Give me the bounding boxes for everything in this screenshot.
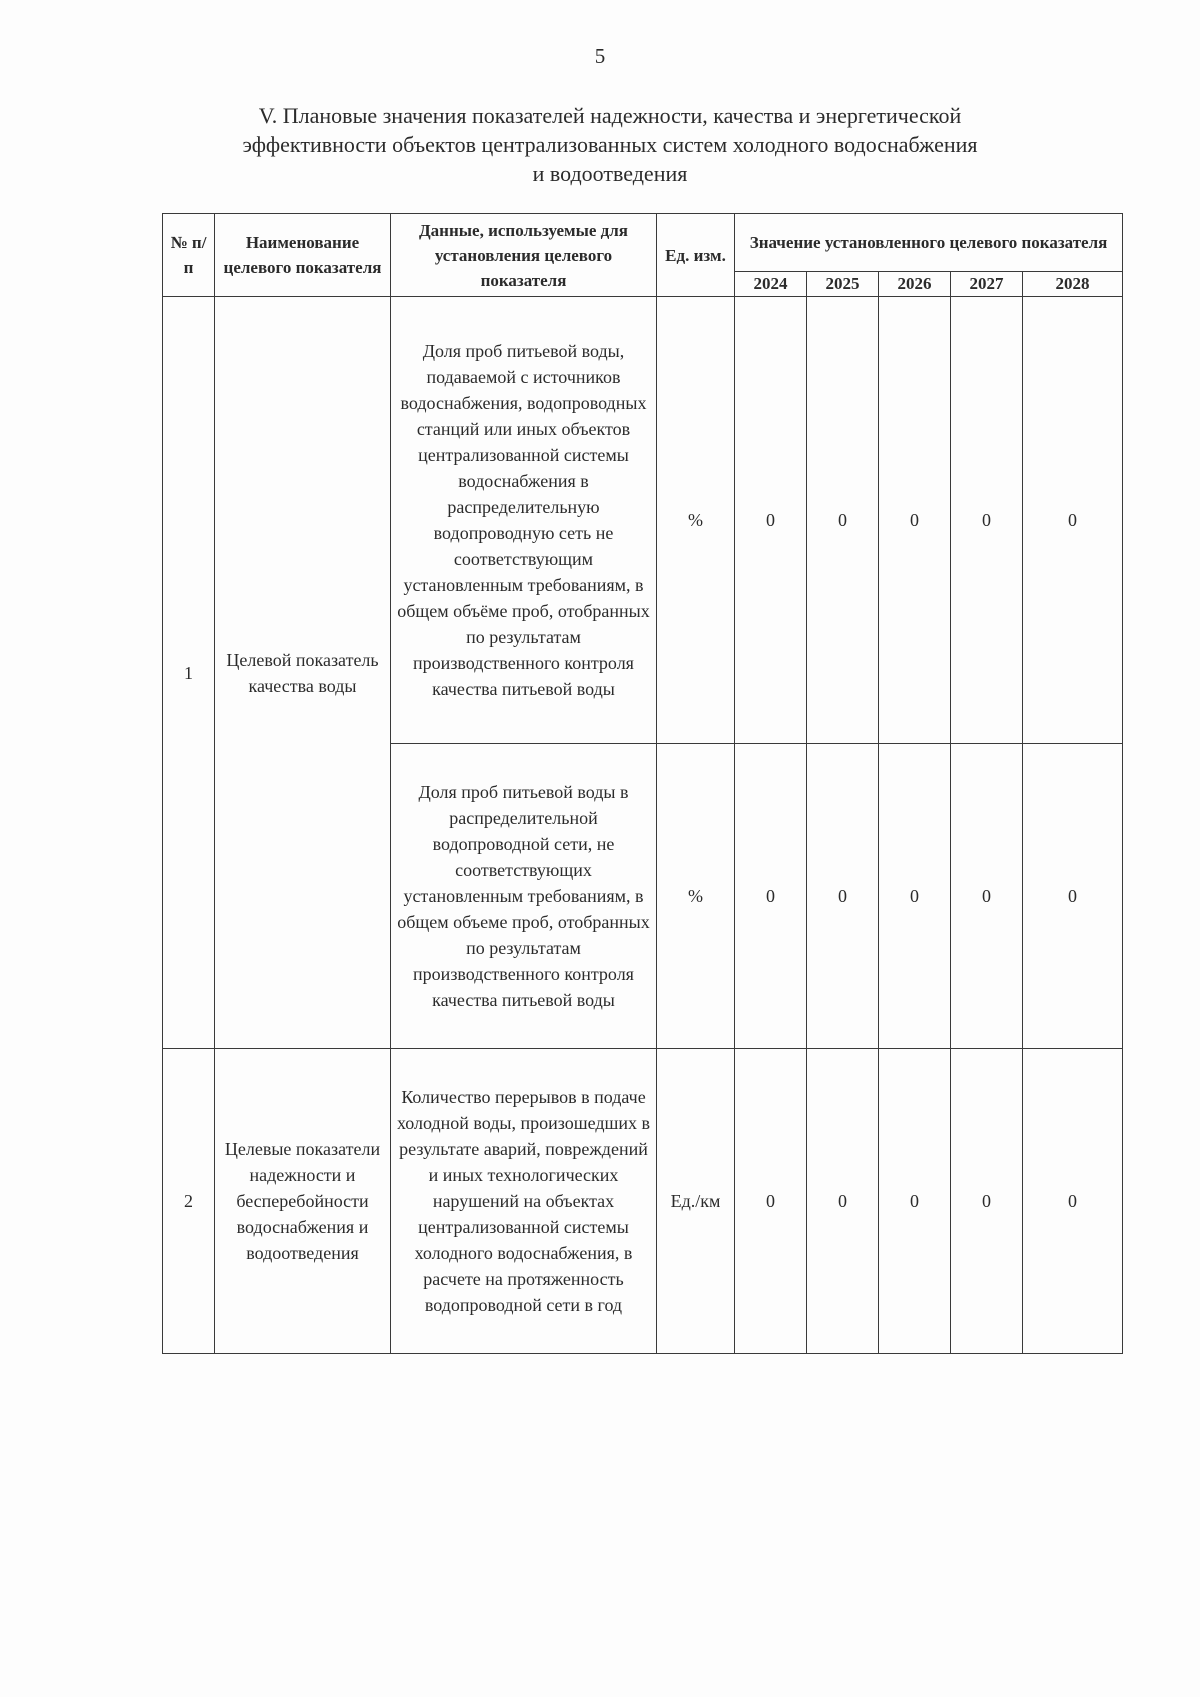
targets-table <box>162 213 1123 1354</box>
heading-line-3: и водоотведения <box>532 161 688 186</box>
row-data: Доля проб питьевой воды, подаваемой с источников водоснабжения, водопроводных станций или иных объектов централизованной системы водоснабжения в распределительную водопроводную сеть не соответствующим установленным требованиям, в общем объёме проб, отобранных по результатам производственного контроля качества питьевой воды <box>391 297 657 744</box>
header-year: 2024 <box>735 272 807 297</box>
row-value: 0 <box>1023 297 1123 744</box>
row-value: 0 <box>735 744 807 1049</box>
row-value: 0 <box>735 297 807 744</box>
header-value-group: Значение установленного целевого показателя <box>735 214 1123 272</box>
table-row <box>163 297 1123 744</box>
header-num: № п/п <box>163 214 215 297</box>
row-unit: Ед./км <box>657 1049 735 1354</box>
row-value: 0 <box>951 1049 1023 1354</box>
row-data: Количество перерывов в подаче холодной воды, произошедших в результате аварий, повреждений и иных технологических нарушений на объектах централизованной системы холодного водоснабжения, в расчете на протяженность водопроводной сети в год <box>391 1049 657 1354</box>
row-value: 0 <box>879 744 951 1049</box>
heading-line-2: эффективности объектов централизованных систем холодного водоснабжения <box>242 132 978 157</box>
row-num: 2 <box>163 1049 215 1354</box>
header-row-1 <box>163 214 1123 272</box>
row-value: 0 <box>879 297 951 744</box>
table-row <box>163 1049 1123 1354</box>
section-heading <box>180 101 1040 188</box>
row-data: Доля проб питьевой воды в распределительной водопроводной сети, не соответствующих установленным требованиям, в общем объеме проб, отобранных по результатам производственного контроля качества питьевой воды <box>391 744 657 1049</box>
row-value: 0 <box>735 1049 807 1354</box>
row-value: 0 <box>879 1049 951 1354</box>
row-value: 0 <box>1023 1049 1123 1354</box>
header-year: 2025 <box>807 272 879 297</box>
header-year: 2026 <box>879 272 951 297</box>
row-value: 0 <box>807 744 879 1049</box>
row-value: 0 <box>807 1049 879 1354</box>
row-value: 0 <box>807 297 879 744</box>
row-value: 0 <box>951 744 1023 1049</box>
heading-line-1: V. Плановые значения показателей надежности, качества и энергетической <box>258 103 962 128</box>
header-data: Данные, используемые для установления целевого показателя <box>391 214 657 297</box>
header-year: 2028 <box>1023 272 1123 297</box>
row-value: 0 <box>951 297 1023 744</box>
row-unit: % <box>657 297 735 744</box>
page-number: 5 <box>594 44 606 68</box>
header-name: Наименование целевого показателя <box>215 214 391 297</box>
row-name: Целевые показатели надежности и бесперебойности водоснабжения и водоотведения <box>215 1049 391 1354</box>
header-unit: Ед. изм. <box>657 214 735 297</box>
header-year: 2027 <box>951 272 1023 297</box>
row-unit: % <box>657 744 735 1049</box>
row-value: 0 <box>1023 744 1123 1049</box>
row-num: 1 <box>163 297 215 1049</box>
row-name: Целевой показатель качества воды <box>215 297 391 1049</box>
